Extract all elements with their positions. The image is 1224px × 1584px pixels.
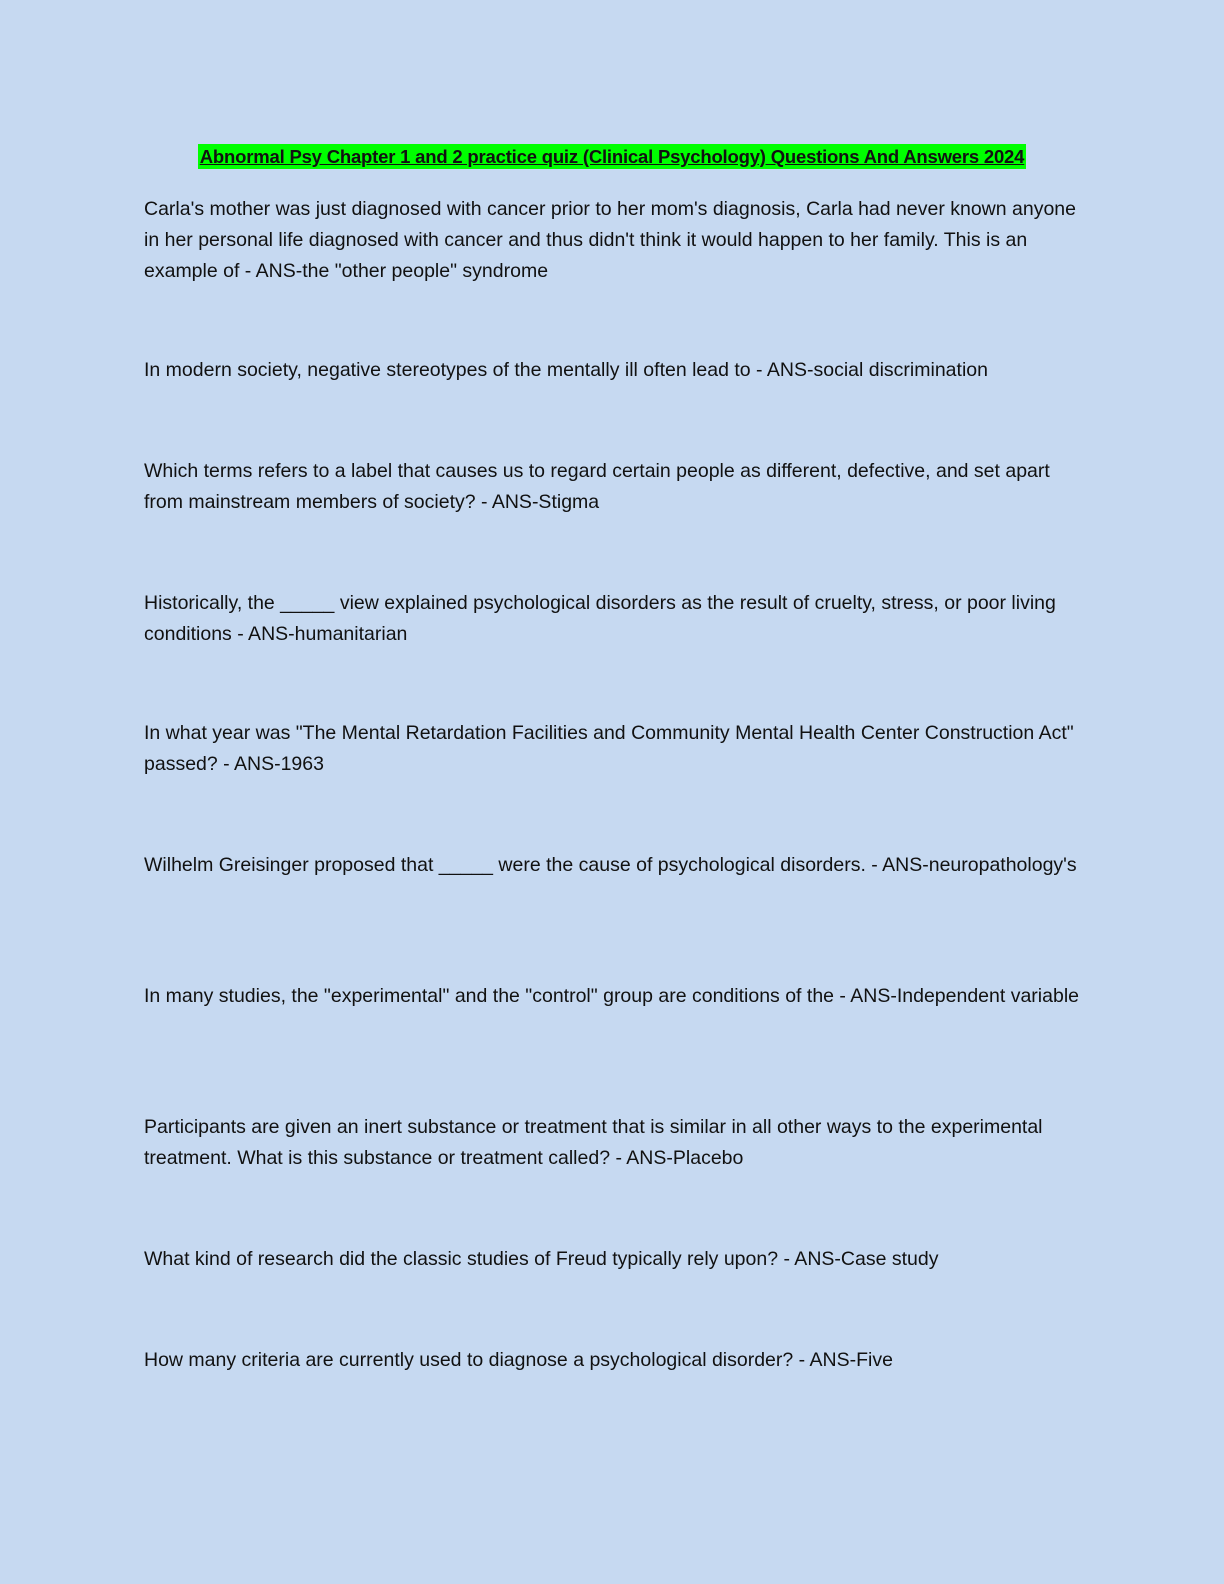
qa-item-2: In modern society, negative stereotypes of the mentally ill often lead to - ANS-social discrimination bbox=[144, 359, 988, 381]
qa-item-5: In what year was "The Mental Retardation Facilities and Community Mental Health Center Construction Act" passed? - ANS-1963 bbox=[144, 722, 1074, 775]
qa-item-7: In many studies, the "experimental" and the "control" group are conditions of the - ANS-Independent variable bbox=[144, 985, 1079, 1007]
title-container bbox=[0, 144, 1224, 169]
qa-item-3: Which terms refers to a label that causes us to regard certain people as different, defective, and set apart from mainstream members of society? - ANS-Stigma bbox=[144, 460, 1050, 513]
qa-item-8: Participants are given an inert substance or treatment that is similar in all other ways to the experimental treatment. What is this substance or treatment called? - ANS-Placebo bbox=[144, 1116, 1043, 1169]
qa-item-9: What kind of research did the classic studies of Freud typically rely upon? - ANS-Case study bbox=[144, 1248, 939, 1270]
qa-item-4: Historically, the _____ view explained psychological disorders as the result of cruelty, stress, or poor living conditions - ANS-humanitarian bbox=[144, 592, 1056, 645]
qa-item-10: How many criteria are currently used to diagnose a psychological disorder? - ANS-Five bbox=[144, 1349, 893, 1371]
qa-item-6: Wilhelm Greisinger proposed that _____ were the cause of psychological disorders. - ANS-neuropathology's bbox=[144, 854, 1077, 876]
document-title: Abnormal Psy Chapter 1 and 2 practice quiz (Clinical Psychology) Questions And Answers 2024 bbox=[199, 146, 1025, 167]
qa-item-1: Carla's mother was just diagnosed with cancer prior to her mom's diagnosis, Carla had never known anyone in her personal life diagnosed with cancer and thus didn't think it would happen to her family. This is an example of - ANS-the "other people" syndrome bbox=[144, 198, 1076, 282]
